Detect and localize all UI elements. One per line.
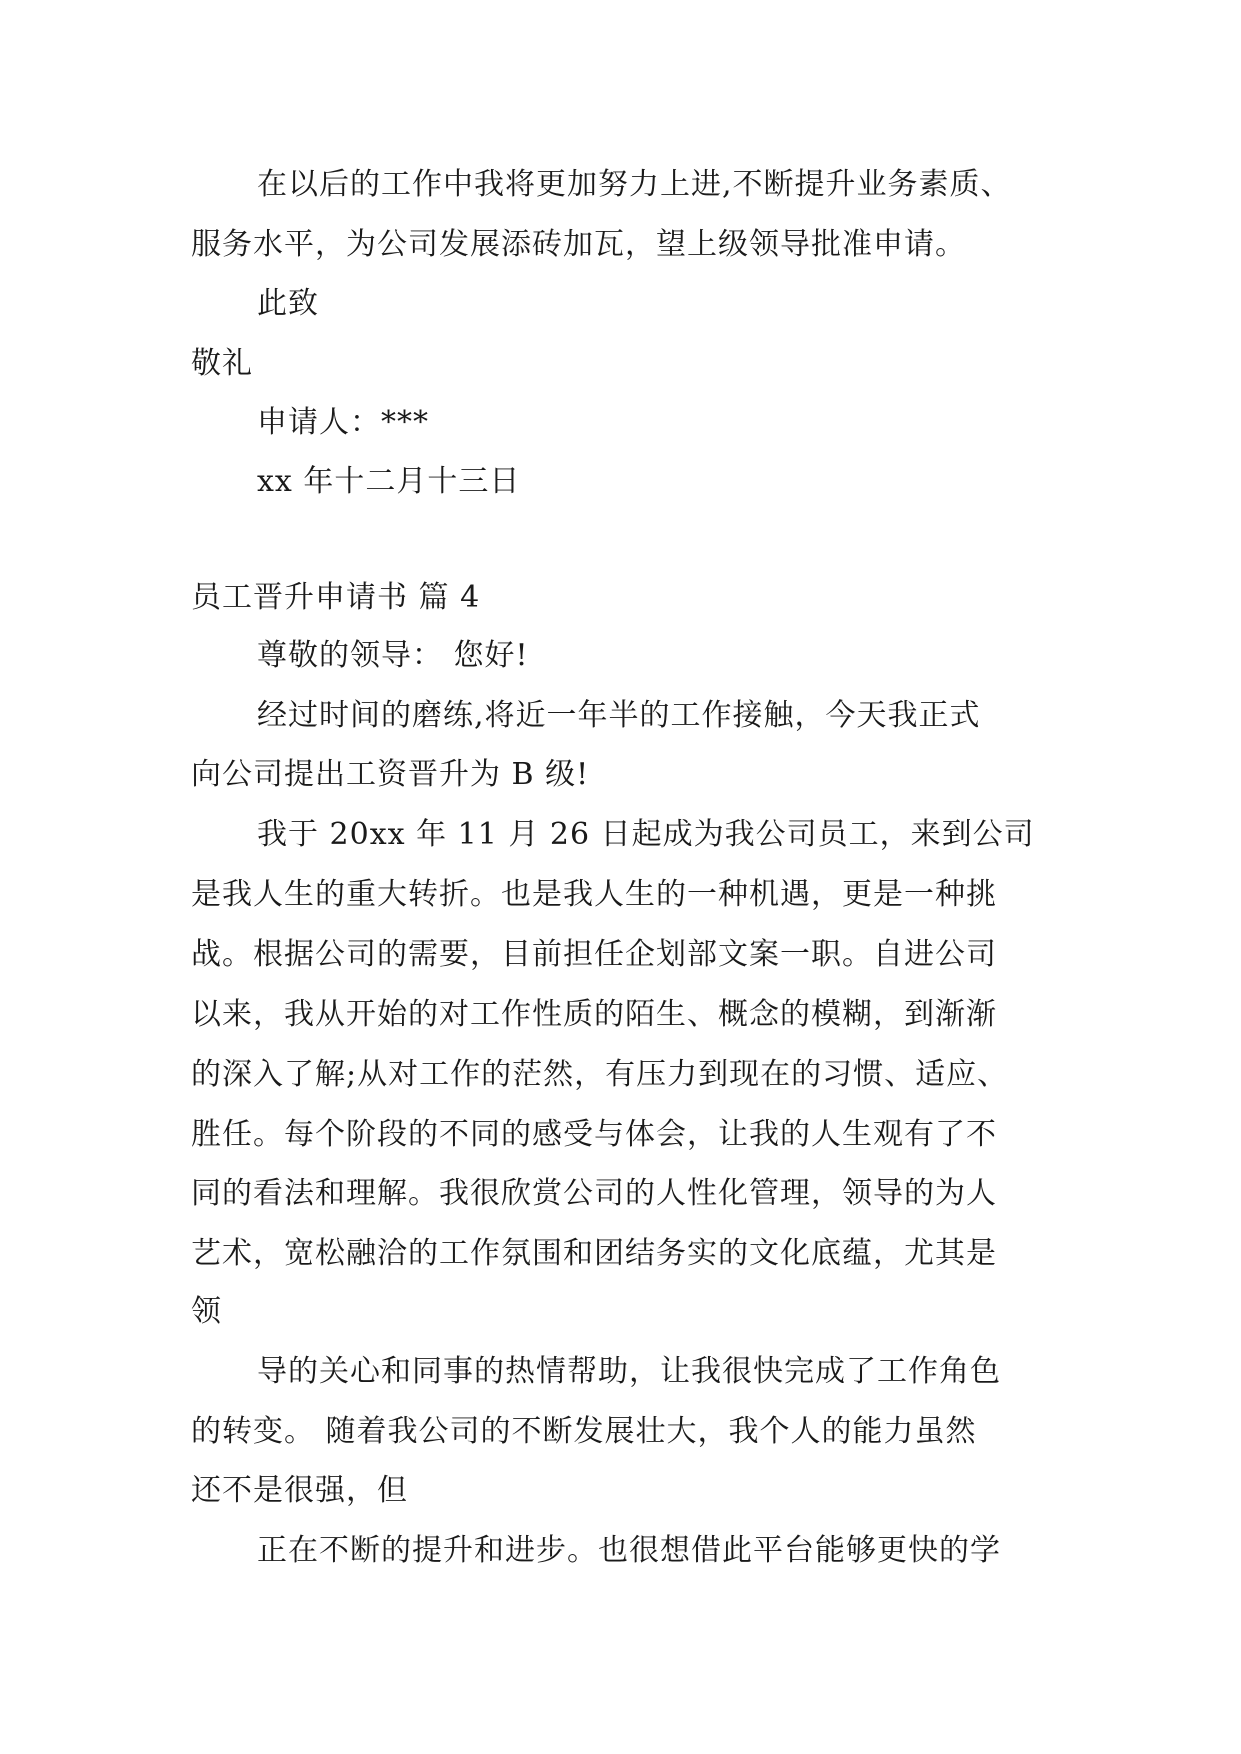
paragraph-line: 的转变。 随着我公司的不断发展壮大，我个人的能力虽然: [191, 1414, 977, 1449]
paragraph-line: 的深入了解;从对工作的茫然，有压力到现在的习惯、适应、: [191, 1057, 1009, 1092]
paragraph-line: 胜任。每个阶段的不同的感受与体会，让我的人生观有了不: [191, 1117, 997, 1152]
closing-salutation: 此致: [257, 286, 319, 321]
paragraph-line: 还不是很强，但: [191, 1473, 408, 1508]
paragraph-line: 经过时间的磨练,将近一年半的工作接触，今天我正式: [257, 698, 981, 733]
section-heading: 员工晋升申请书 篇 4: [191, 580, 481, 615]
paragraph-line: 战。根据公司的需要，目前担任企划部文案一职。自进公司: [191, 937, 997, 972]
paragraph-line: 领: [191, 1294, 222, 1329]
paragraph-line: 我于 20xx 年 11 月 26 日起成为我公司员工，来到公司: [257, 817, 1035, 852]
paragraph-line: 同的看法和理解。我很欣赏公司的人性化管理，领导的为人: [191, 1176, 997, 1211]
closing-regards: 敬礼: [191, 346, 253, 381]
paragraph-line: 艺术，宽松融洽的工作氛围和团结务实的文化底蕴，尤其是: [191, 1236, 997, 1271]
paragraph-line: 正在不断的提升和进步。也很想借此平台能够更快的学: [257, 1533, 1001, 1568]
paragraph-line: 服务水平，为公司发展添砖加瓦，望上级领导批准申请。: [191, 227, 966, 262]
greeting-line: 尊敬的领导： 您好!: [257, 638, 529, 673]
paragraph-line: 向公司提出工资晋升为 B 级!: [191, 757, 590, 792]
paragraph-line: 导的关心和同事的热情帮助，让我很快完成了工作角色: [257, 1354, 1001, 1389]
paragraph-line: 在以后的工作中我将更加努力上进,不断提升业务素质、: [257, 167, 1012, 202]
applicant-signature: 申请人：***: [257, 405, 429, 440]
paragraph-line: 以来，我从开始的对工作性质的陌生、概念的模糊，到渐渐: [191, 997, 997, 1032]
signature-date: xx 年十二月十三日: [257, 464, 521, 499]
paragraph-line: 是我人生的重大转折。也是我人生的一种机遇，更是一种挑: [191, 877, 997, 912]
